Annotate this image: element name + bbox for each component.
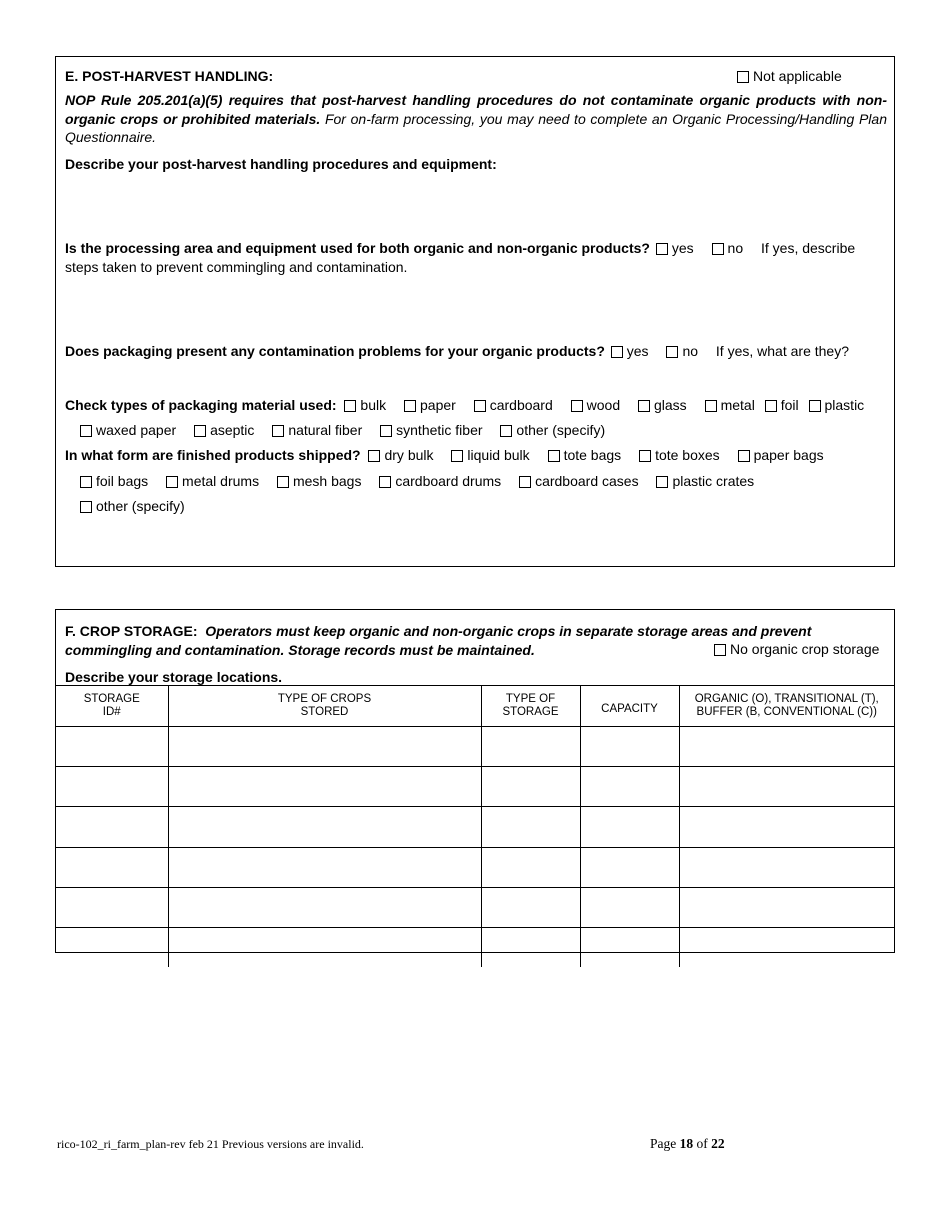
material-checkbox[interactable]	[404, 400, 416, 412]
shipped-checkbox[interactable]	[277, 476, 289, 488]
section-e-rule	[65, 91, 887, 147]
crop-type-cell[interactable]	[168, 767, 481, 807]
packaging-material-row1	[65, 396, 864, 414]
shipped-label: dry bulk	[384, 447, 434, 463]
packaging-yes-label: yes	[626, 343, 649, 359]
material-checkbox[interactable]	[344, 400, 356, 412]
material-checkbox[interactable]	[80, 425, 92, 437]
shipped-form-row3	[80, 497, 185, 515]
not-applicable-label: Not applicable	[753, 68, 842, 84]
storage-id-cell[interactable]	[56, 847, 168, 887]
column-header-storage-id: STORAGE ID#	[56, 686, 168, 727]
no-storage-option[interactable]	[714, 641, 879, 657]
crop-type-cell[interactable]	[168, 887, 481, 927]
status-cell[interactable]	[679, 807, 894, 847]
processing-question-line	[65, 239, 855, 257]
material-label: bulk	[360, 397, 387, 413]
shipped-checkbox[interactable]	[166, 476, 178, 488]
shipped-label: cardboard drums	[395, 473, 502, 489]
material-label: waxed paper	[96, 422, 177, 438]
section-f-title: F. CROP STORAGE:	[65, 623, 198, 639]
table-row	[56, 927, 894, 967]
material-label: paper	[420, 397, 456, 413]
not-applicable-checkbox[interactable]	[737, 71, 749, 83]
packaging-yes-checkbox[interactable]	[611, 346, 623, 358]
processing-followup-line2: steps taken to prevent commingling and contamination.	[65, 259, 408, 275]
shipped-checkbox[interactable]	[80, 501, 92, 513]
column-header-status: ORGANIC (O), TRANSITIONAL (T), BUFFER (B, CONVENTIONAL (C))	[679, 686, 894, 727]
rule-note-text: For on-farm processing, you may need to complete an Organic Processing/Handling Plan Questionnaire.	[65, 110, 887, 145]
packaging-material-row2	[80, 421, 605, 439]
section-f-heading	[65, 622, 825, 659]
material-label: natural fiber	[288, 422, 363, 438]
footer-page-number: Page 18 of 22	[650, 1136, 725, 1151]
material-label: plastic	[824, 397, 865, 413]
capacity-cell[interactable]	[580, 767, 679, 807]
material-label: foil	[780, 397, 799, 413]
shipped-checkbox[interactable]	[656, 476, 668, 488]
no-storage-checkbox[interactable]	[714, 644, 726, 656]
storage-id-cell[interactable]	[56, 727, 168, 767]
storage-type-cell[interactable]	[481, 927, 580, 967]
crop-type-cell[interactable]	[168, 847, 481, 887]
shipped-label: metal drums	[182, 473, 260, 489]
table-row	[56, 847, 894, 887]
storage-table-header	[56, 686, 894, 727]
material-checkbox[interactable]	[571, 400, 583, 412]
table-row	[56, 887, 894, 927]
table-row	[56, 727, 894, 767]
processing-no-checkbox[interactable]	[712, 243, 724, 255]
status-cell[interactable]	[679, 887, 894, 927]
shipped-checkbox[interactable]	[379, 476, 391, 488]
column-header-crop-type: TYPE OF CROPS STORED	[168, 686, 481, 727]
storage-id-cell[interactable]	[56, 767, 168, 807]
table-row	[56, 807, 894, 847]
material-label: cardboard	[489, 397, 553, 413]
material-checkbox[interactable]	[705, 400, 717, 412]
storage-id-cell[interactable]	[56, 887, 168, 927]
storage-type-cell[interactable]	[481, 727, 580, 767]
status-cell[interactable]	[679, 767, 894, 807]
material-checkbox[interactable]	[194, 425, 206, 437]
processing-yes-label: yes	[671, 240, 694, 256]
storage-type-cell[interactable]	[481, 767, 580, 807]
shipped-label: tote boxes	[655, 447, 720, 463]
material-label: other (specify)	[516, 422, 606, 438]
crop-type-cell[interactable]	[168, 807, 481, 847]
rule-bold-text: NOP Rule 205.201(a)(5) requires that post-harvest handling procedures do not contaminate organic products with non-organic crops or prohibited materials.	[65, 92, 887, 127]
shipped-form-row1	[65, 446, 824, 464]
capacity-cell[interactable]	[580, 887, 679, 927]
storage-id-cell[interactable]	[56, 807, 168, 847]
storage-type-cell[interactable]	[481, 807, 580, 847]
processing-no-label: no	[727, 240, 744, 256]
shipped-checkbox[interactable]	[451, 450, 463, 462]
shipped-label: liquid bulk	[467, 447, 530, 463]
shipped-label: paper bags	[753, 447, 824, 463]
material-checkbox[interactable]	[474, 400, 486, 412]
shipped-checkbox[interactable]	[548, 450, 560, 462]
processing-question: Is the processing area and equipment used for both organic and non-organic products?	[65, 240, 650, 256]
storage-type-cell[interactable]	[481, 887, 580, 927]
shipped-label: cardboard cases	[535, 473, 639, 489]
material-prompt: Check types of packaging material used:	[65, 397, 337, 413]
material-checkbox[interactable]	[765, 400, 777, 412]
not-applicable-option[interactable]	[737, 68, 842, 84]
packaging-question-line	[65, 342, 849, 360]
crop-type-cell[interactable]	[168, 727, 481, 767]
section-f-rule-line2: commingling and contamination. Storage records must be maintained.	[65, 641, 535, 658]
material-checkbox[interactable]	[272, 425, 284, 437]
column-header-storage-type: TYPE OF STORAGE	[481, 686, 580, 727]
capacity-cell[interactable]	[580, 807, 679, 847]
material-checkbox[interactable]	[638, 400, 650, 412]
section-f-rule-line1: Operators must keep organic and non-organic crops in separate storage areas and prevent	[205, 623, 812, 639]
capacity-cell[interactable]	[580, 727, 679, 767]
storage-id-cell[interactable]	[56, 927, 168, 967]
capacity-cell[interactable]	[580, 847, 679, 887]
section-e-title: E. POST-HARVEST HANDLING:	[65, 68, 274, 84]
status-cell[interactable]	[679, 847, 894, 887]
shipped-form-row2	[80, 472, 754, 490]
packaging-no-label: no	[682, 343, 699, 359]
crop-type-cell[interactable]	[168, 927, 481, 967]
shipped-checkbox[interactable]	[80, 476, 92, 488]
material-label: synthetic fiber	[396, 422, 483, 438]
material-label: metal	[720, 397, 755, 413]
packaging-followup: If yes, what are they?	[715, 343, 849, 359]
material-label: glass	[654, 397, 687, 413]
storage-describe-prompt: Describe your storage locations.	[65, 669, 283, 685]
shipped-label: tote bags	[563, 447, 622, 463]
post-harvest-handling-section	[55, 56, 895, 567]
shipped-checkbox[interactable]	[639, 450, 651, 462]
material-checkbox[interactable]	[500, 425, 512, 437]
storage-type-cell[interactable]	[481, 847, 580, 887]
packaging-question: Does packaging present any contamination problems for your organic products?	[65, 343, 605, 359]
processing-followup: If yes, describe	[761, 240, 856, 256]
material-checkbox[interactable]	[809, 400, 821, 412]
shipped-label: other (specify)	[96, 498, 185, 514]
no-storage-label: No organic crop storage	[730, 641, 880, 657]
capacity-cell[interactable]	[580, 927, 679, 967]
processing-yes-checkbox[interactable]	[656, 243, 668, 255]
shipped-checkbox[interactable]	[368, 450, 380, 462]
shipped-label: plastic crates	[672, 473, 755, 489]
shipped-checkbox[interactable]	[519, 476, 531, 488]
shipped-label: mesh bags	[292, 473, 362, 489]
table-row	[56, 767, 894, 807]
status-cell[interactable]	[679, 927, 894, 967]
shipped-label: foil bags	[96, 473, 149, 489]
footer-doc-id: rico-102_ri_farm_plan-rev feb 21 Previous versions are invalid.	[57, 1137, 364, 1151]
shipped-checkbox[interactable]	[738, 450, 750, 462]
material-checkbox[interactable]	[380, 425, 392, 437]
packaging-no-checkbox[interactable]	[666, 346, 678, 358]
column-header-capacity: CAPACITY	[580, 686, 679, 727]
status-cell[interactable]	[679, 727, 894, 767]
material-label: wood	[586, 397, 621, 413]
describe-handling-prompt: Describe your post-harvest handling procedures and equipment:	[65, 156, 497, 172]
shipped-prompt: In what form are finished products shipped?	[65, 447, 361, 463]
storage-table	[56, 685, 894, 967]
crop-storage-section	[55, 609, 895, 953]
material-label: aseptic	[210, 422, 255, 438]
